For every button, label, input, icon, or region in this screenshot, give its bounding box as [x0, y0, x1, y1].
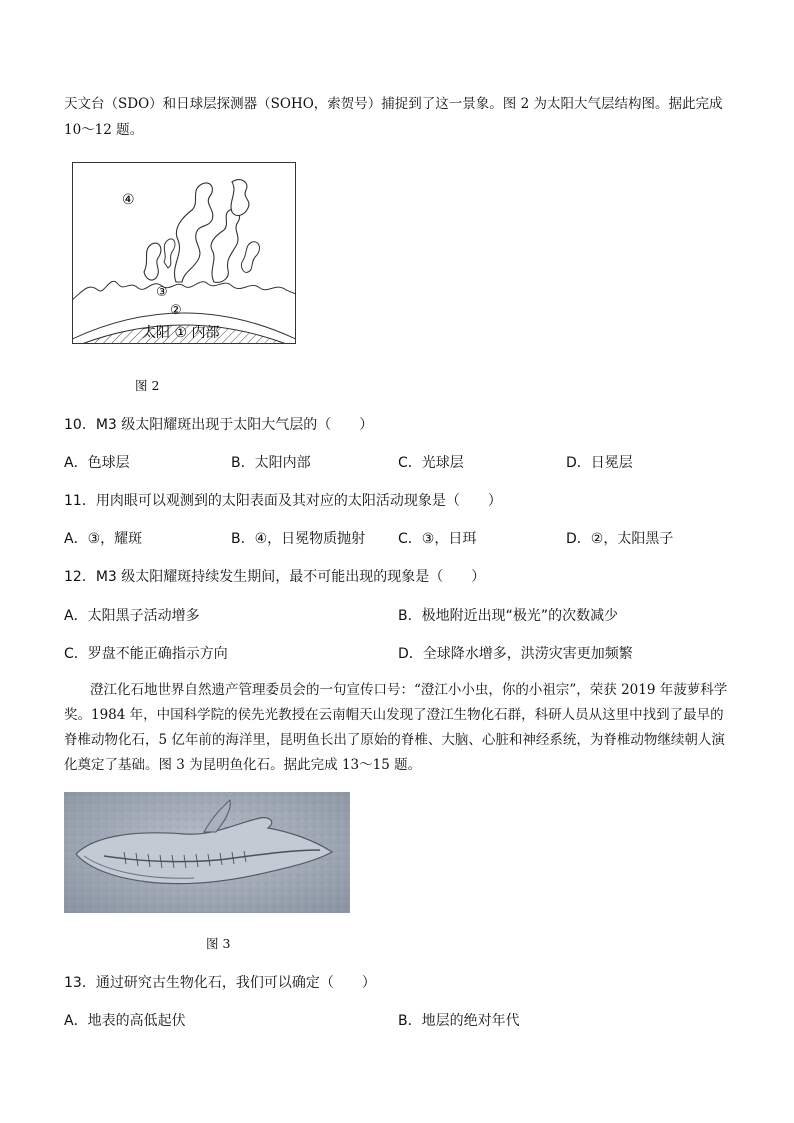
intro-line-1: 天文台（SDO）和日球层探测器（SOHO，索贺号）捕捉到了这一景象。图 2 为太阳大气层结构图。据此完成 [64, 96, 723, 112]
q11-option-c: C．③，日珥 [398, 531, 477, 547]
intro-line-2: 10～12 题。 [64, 122, 144, 138]
q13-option-b: B．地层的绝对年代 [398, 1013, 520, 1029]
q10-option-d: D．日冕层 [566, 455, 633, 471]
q11-option-d: D．②，太阳黑子 [566, 531, 674, 547]
question-10-stem: 10．M3 级太阳耀斑出现于太阳大气层的（ ） [64, 417, 374, 433]
label-4: ④ [122, 192, 135, 208]
question-13-stem: 13．通过研究古生物化石，我们可以确定（ ） [64, 975, 376, 991]
question-11-stem: 11．用肉眼可以观测到的太阳表面及其对应的太阳活动现象是（ ） [64, 493, 502, 509]
q11-option-a: A．③，耀斑 [64, 531, 143, 547]
q11-option-b: B．④，日冕物质抛射 [231, 531, 366, 547]
figure-2-caption: 图 2 [135, 378, 160, 393]
figure-3-caption: 图 3 [206, 936, 231, 951]
q12-option-b: B．极地附近出现“极光”的次数减少 [398, 608, 619, 624]
q10-option-a: A．色球层 [64, 455, 130, 471]
q10-option-b: B．太阳内部 [231, 455, 311, 471]
solar-atmosphere-diagram [72, 162, 296, 344]
kunming-fish-fossil-image [64, 792, 350, 913]
q12-option-d: D．全球降水增多，洪涝灾害更加频繁 [398, 646, 633, 662]
question-12-stem: 12．M3 级太阳耀斑持续发生期间，最不可能出现的现象是（ ） [64, 569, 486, 585]
q12-option-c: C．罗盘不能正确指示方向 [64, 646, 228, 662]
label-sun-interior: 太阳 ① 内部 [142, 325, 220, 341]
q12-option-a: A．太阳黑子活动增多 [64, 608, 200, 624]
q10-option-c: C．光球层 [398, 455, 464, 471]
chengjiang-passage: 澄江化石地世界自然遗产管理委员会的一句宣传口号：“澄江小小虫，你的小祖宗”，荣获 2019 年菠萝科学奖。1984 年，中国科学院的侯先光教授在云南帽天山发现了澄江生物化石群，科研人员从这里中找到了最早的脊椎动物化石，5 亿年前的海洋里，昆明鱼长出了原始的脊椎、大脑、心脏和神经系统，为脊椎动物继续朝人演化奠定了基础。图 3 为昆明鱼化石。据此完成 13～15 题。 [64, 682, 728, 773]
label-2: ② [170, 303, 182, 318]
q13-option-a: A．地表的高低起伏 [64, 1013, 186, 1029]
label-3: ③ [156, 285, 168, 300]
